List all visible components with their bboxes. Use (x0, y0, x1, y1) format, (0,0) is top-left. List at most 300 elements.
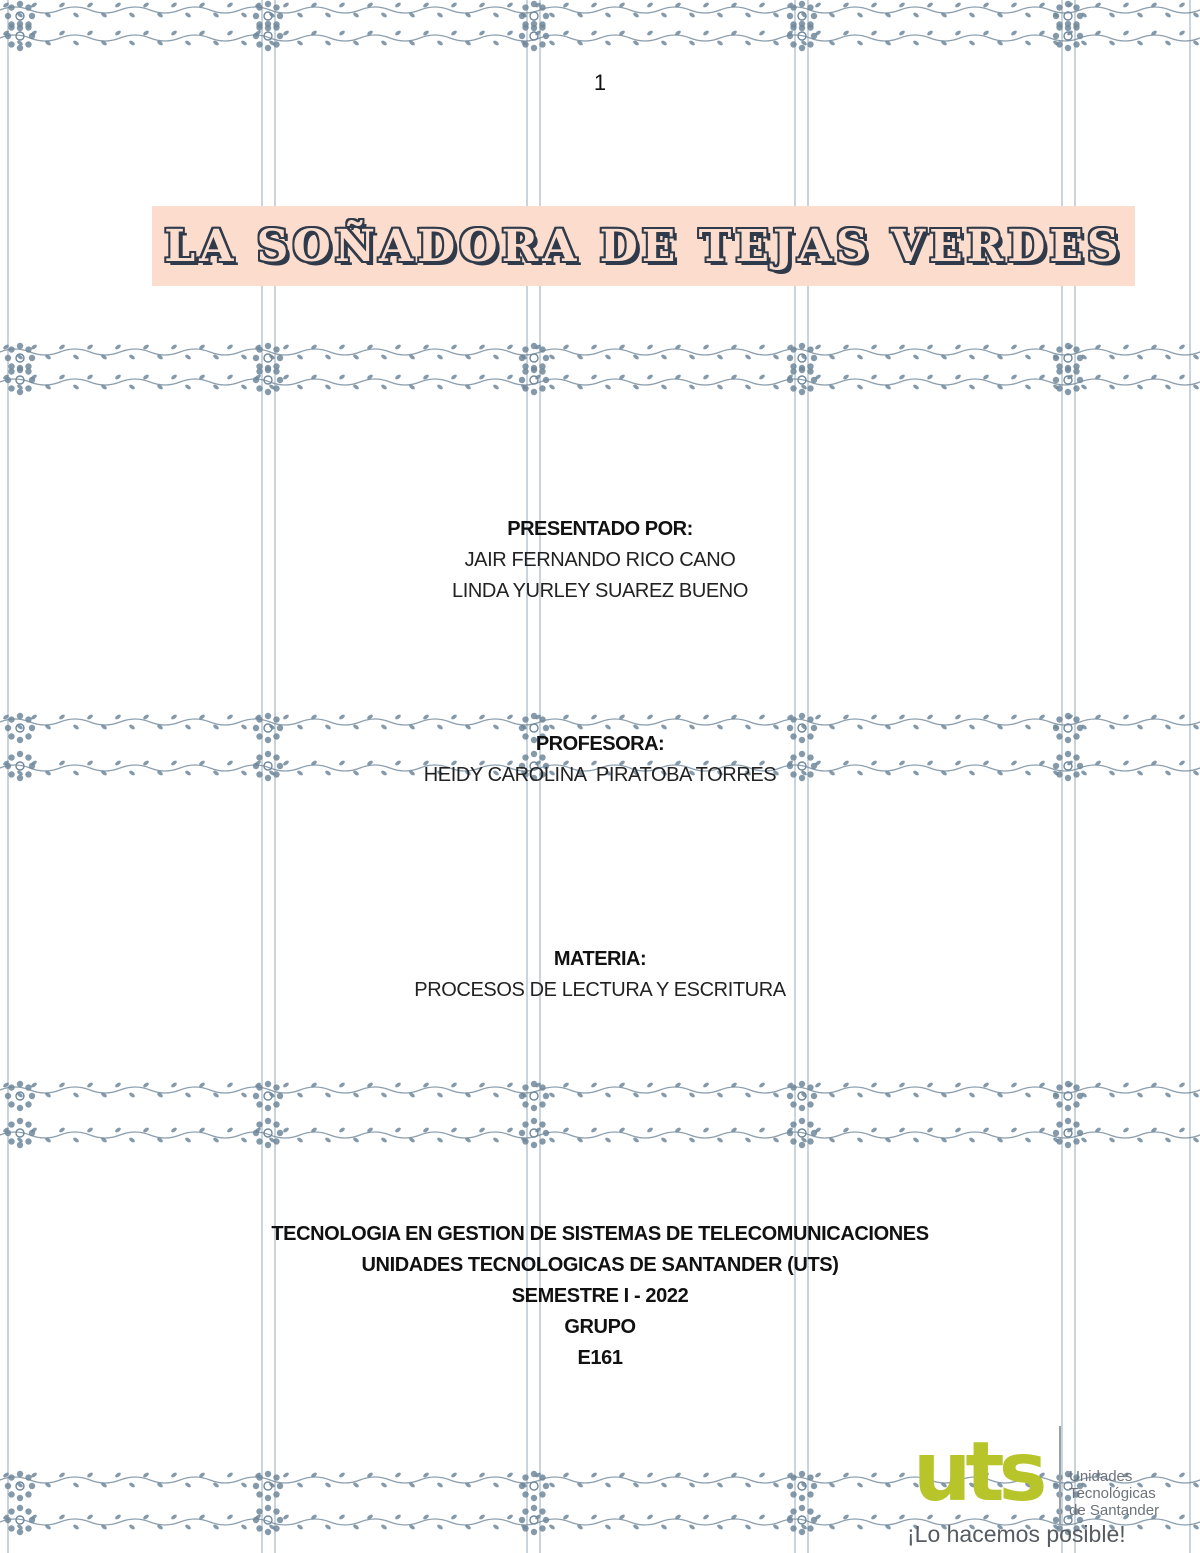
flower-ornament (1065, 343, 1071, 349)
flower-ornament (8, 1525, 14, 1531)
vine-line (0, 1132, 1200, 1138)
leaf-ornament (870, 2, 877, 9)
flower-ornament (265, 389, 271, 395)
flower-ornament (522, 1491, 528, 1497)
leaf-ornament (170, 714, 177, 721)
leaf-ornament (758, 714, 765, 721)
leaf-ornament (450, 374, 457, 381)
flower-ornament (265, 1471, 271, 1477)
flower-ornament (522, 385, 528, 391)
flower-ornament (1073, 1138, 1079, 1144)
leaf-ornament (114, 2, 121, 9)
flower-ornament (5, 1130, 11, 1136)
leaf-ornament (128, 12, 135, 19)
institution-section (0, 1219, 1200, 1374)
flower-ornament (29, 13, 35, 19)
leaf-ornament (856, 12, 863, 19)
flower-ornament (265, 365, 271, 371)
flower-ornament (1065, 389, 1071, 395)
leaf-ornament (688, 354, 695, 361)
flower-ornament (273, 41, 279, 47)
group-code: E161 (577, 1347, 623, 1369)
leaf-ornament (702, 344, 709, 351)
leaf-ornament (1164, 384, 1171, 391)
leaf-ornament (1010, 374, 1017, 381)
flower-ornament (790, 24, 796, 30)
leaf-ornament (478, 2, 485, 9)
leaf-ornament (478, 714, 485, 721)
flower-ornament (787, 13, 793, 19)
leaf-ornament (744, 354, 751, 361)
flower-ornament (25, 4, 31, 10)
presented-by-heading: PRESENTADO POR: (507, 518, 693, 540)
leaf-ornament (590, 1514, 597, 1521)
leaf-ornament (702, 374, 709, 381)
leaf-ornament (898, 1082, 905, 1089)
leaf-ornament (240, 384, 247, 391)
flower-ornament (1073, 346, 1079, 352)
flower-ornament (8, 1138, 14, 1144)
leaf-ornament (492, 40, 499, 47)
leaf-ornament (506, 374, 513, 381)
leaf-ornament (114, 374, 121, 381)
flower-ornament (519, 1093, 525, 1099)
flower-ornament (1073, 1121, 1079, 1127)
flower-ornament (531, 1495, 537, 1501)
leaf-ornament (744, 12, 751, 19)
flower-ornament (1073, 1101, 1079, 1107)
leaf-ornament (394, 2, 401, 9)
leaf-ornament (590, 344, 597, 351)
flower-ornament (1073, 716, 1079, 722)
flower-ornament (799, 1529, 805, 1535)
leaf-ornament (1178, 2, 1185, 9)
flower-ornament (253, 355, 259, 361)
document-title: LA SOÑADORA DE TEJAS VERDES (164, 220, 1123, 272)
leaf-ornament (758, 30, 765, 37)
flower-ornament (25, 346, 31, 352)
leaf-ornament (548, 1524, 555, 1531)
flower-ornament (256, 1138, 262, 1144)
leaf-ornament (660, 354, 667, 361)
flower-ornament (1073, 385, 1079, 391)
flower-ornament (1053, 13, 1059, 19)
leaf-ornament (170, 30, 177, 37)
flower-ornament (8, 4, 14, 10)
leaf-ornament (282, 344, 289, 351)
flower-ornament (8, 1474, 14, 1480)
leaf-ornament (1164, 12, 1171, 19)
leaf-ornament (128, 1137, 135, 1144)
leaf-ornament (604, 354, 611, 361)
flower-ornament (8, 385, 14, 391)
flower-ornament (522, 1121, 528, 1127)
leaf-ornament (114, 1127, 121, 1134)
flower-ornament (273, 346, 279, 352)
flower-ornament (5, 355, 11, 361)
flower-center (530, 12, 538, 20)
leaf-ornament (702, 1472, 709, 1479)
leaf-ornament (716, 1137, 723, 1144)
leaf-ornament (856, 1092, 863, 1099)
flower-ornament (253, 13, 259, 19)
leaf-ornament (282, 1514, 289, 1521)
leaf-ornament (716, 1482, 723, 1489)
flower-ornament (799, 1495, 805, 1501)
leaf-ornament (1164, 1092, 1171, 1099)
flower-ornament (8, 1101, 14, 1107)
leaf-ornament (1178, 30, 1185, 37)
leaf-ornament (450, 1514, 457, 1521)
flower-ornament (29, 1093, 35, 1099)
flower-ornament (807, 346, 813, 352)
flower-ornament (273, 4, 279, 10)
leaf-ornament (912, 1137, 919, 1144)
flower-ornament (25, 368, 31, 374)
leaf-ornament (436, 12, 443, 19)
leaf-ornament (926, 374, 933, 381)
leaf-ornament (898, 1127, 905, 1134)
flower-ornament (265, 1105, 271, 1111)
leaf-ornament (646, 714, 653, 721)
leaf-ornament (1024, 40, 1031, 47)
leaf-ornament (954, 344, 961, 351)
flower-ornament (531, 1118, 537, 1124)
leaf-ornament (646, 1514, 653, 1521)
flower-ornament (787, 1483, 793, 1489)
flower-ornament (790, 368, 796, 374)
leaf-ornament (436, 1137, 443, 1144)
vine-line (0, 719, 1200, 725)
leaf-ornament (478, 30, 485, 37)
leaf-ornament (380, 12, 387, 19)
flower-ornament (531, 365, 537, 371)
leaf-ornament (646, 30, 653, 37)
leaf-ornament (1136, 1137, 1143, 1144)
flower-ornament (1073, 368, 1079, 374)
leaf-ornament (282, 714, 289, 721)
flower-ornament (799, 389, 805, 395)
flower-ornament (277, 355, 283, 361)
flower-ornament (807, 1474, 813, 1480)
leaf-ornament (324, 384, 331, 391)
leaf-ornament (436, 1524, 443, 1531)
leaf-ornament (72, 384, 79, 391)
leaf-ornament (1010, 344, 1017, 351)
flower-ornament (522, 346, 528, 352)
leaf-ornament (492, 1524, 499, 1531)
leaf-ornament (226, 1514, 233, 1521)
flower-ornament (799, 1105, 805, 1111)
leaf-ornament (702, 30, 709, 37)
leaf-ornament (226, 30, 233, 37)
leaf-ornament (226, 2, 233, 9)
leaf-ornament (296, 40, 303, 47)
leaf-ornament (240, 1137, 247, 1144)
leaf-ornament (58, 1082, 65, 1089)
flower-center (530, 1129, 538, 1137)
leaf-ornament (870, 1472, 877, 1479)
leaf-ornament (338, 1082, 345, 1089)
leaf-ornament (86, 1514, 93, 1521)
flower-ornament (790, 346, 796, 352)
flower-ornament (17, 365, 23, 371)
flower-ornament (1056, 716, 1062, 722)
flower-ornament (1056, 1101, 1062, 1107)
flower-ornament (790, 1491, 796, 1497)
leaf-ornament (1136, 1092, 1143, 1099)
flower-ornament (531, 713, 537, 719)
flower-ornament (531, 1529, 537, 1535)
leaf-ornament (282, 1082, 289, 1089)
leaf-ornament (184, 1137, 191, 1144)
flower-ornament (8, 368, 14, 374)
leaf-ornament (604, 384, 611, 391)
leaf-ornament (1122, 714, 1129, 721)
flower-ornament (5, 1517, 11, 1523)
vine-line (0, 35, 1200, 41)
leaf-ornament (856, 354, 863, 361)
leaf-ornament (282, 2, 289, 9)
leaf-ornament (380, 1092, 387, 1099)
leaf-ornament (338, 344, 345, 351)
flower-center (530, 1482, 538, 1490)
leaf-ornament (506, 2, 513, 9)
flower-ornament (17, 1081, 23, 1087)
leaf-ornament (240, 12, 247, 19)
leaf-ornament (898, 30, 905, 37)
flower-ornament (519, 355, 525, 361)
flower-ornament (256, 385, 262, 391)
leaf-ornament (240, 40, 247, 47)
flower-ornament (787, 1093, 793, 1099)
leaf-ornament (856, 40, 863, 47)
flower-ornament (539, 24, 545, 30)
flower-ornament (1053, 355, 1059, 361)
program-name: TECNOLOGIA EN GESTION DE SISTEMAS DE TELECOMUNICACIONES (271, 1223, 929, 1245)
flower-ornament (543, 1130, 549, 1136)
flower-ornament (8, 1121, 14, 1127)
leaf-ornament (590, 30, 597, 37)
leaf-ornament (338, 714, 345, 721)
leaf-ornament (282, 374, 289, 381)
flower-ornament (799, 713, 805, 719)
leaf-ornament (702, 1082, 709, 1089)
leaf-ornament (226, 1082, 233, 1089)
leaf-ornament (548, 1482, 555, 1489)
flower-ornament (253, 1517, 259, 1523)
leaf-ornament (1136, 40, 1143, 47)
flower-ornament (531, 1, 537, 7)
flower-ornament (256, 346, 262, 352)
leaf-ornament (548, 1137, 555, 1144)
leaf-ornament (394, 1082, 401, 1089)
leaf-ornament (492, 1482, 499, 1489)
flower-ornament (522, 41, 528, 47)
leaf-ornament (758, 2, 765, 9)
flower-ornament (8, 24, 14, 30)
leaf-ornament (436, 354, 443, 361)
leaf-ornament (450, 344, 457, 351)
flower-ornament (531, 1505, 537, 1511)
author-name: LINDA YURLEY SUAREZ BUENO (451, 580, 749, 602)
leaf-ornament (702, 1514, 709, 1521)
flower-ornament (799, 1471, 805, 1477)
leaf-ornament (954, 1082, 961, 1089)
flower-ornament (539, 1508, 545, 1514)
leaf-ornament (898, 344, 905, 351)
flower-ornament (25, 1508, 31, 1514)
leaf-ornament (688, 1092, 695, 1099)
leaf-ornament (240, 1524, 247, 1531)
flower-ornament (519, 33, 525, 39)
title-banner (152, 206, 1135, 286)
leaf-ornament (394, 374, 401, 381)
flower-ornament (25, 24, 31, 30)
flower-ornament (265, 21, 271, 27)
leaf-ornament (1080, 384, 1087, 391)
leaf-ornament (450, 2, 457, 9)
flower-ornament (1056, 385, 1062, 391)
flower-ornament (265, 1081, 271, 1087)
teacher-section (0, 729, 1200, 791)
leaf-ornament (702, 1127, 709, 1134)
leaf-ornament (394, 714, 401, 721)
leaf-ornament (814, 344, 821, 351)
leaf-ornament (702, 2, 709, 9)
leaf-ornament (114, 1472, 121, 1479)
flower-ornament (543, 1517, 549, 1523)
flower-ornament (8, 1491, 14, 1497)
leaf-ornament (478, 1082, 485, 1089)
leaf-ornament (716, 354, 723, 361)
leaf-ornament (1010, 714, 1017, 721)
leaf-ornament (758, 1472, 765, 1479)
flower-ornament (17, 1505, 23, 1511)
leaf-ornament (954, 374, 961, 381)
leaf-ornament (590, 374, 597, 381)
flower-ornament (17, 21, 23, 27)
flower-ornament (799, 1142, 805, 1148)
leaf-ornament (814, 2, 821, 9)
flower-ornament (273, 1084, 279, 1090)
flower-ornament (790, 1508, 796, 1514)
leaf-ornament (856, 1524, 863, 1531)
leaf-ornament (1178, 344, 1185, 351)
leaf-ornament (338, 30, 345, 37)
leaf-ornament (870, 1127, 877, 1134)
leaf-ornament (380, 354, 387, 361)
leaf-ornament (814, 714, 821, 721)
flower-ornament (5, 377, 11, 383)
leaf-ornament (1122, 374, 1129, 381)
flower-ornament (1073, 1084, 1079, 1090)
flower-ornament (543, 1093, 549, 1099)
leaf-ornament (1164, 1137, 1171, 1144)
leaf-ornament (716, 40, 723, 47)
institution-name: UNIDADES TECNOLOGICAS DE SANTANDER (UTS) (361, 1254, 839, 1276)
flower-ornament (539, 1525, 545, 1531)
logo-divider (1059, 1426, 1061, 1524)
leaf-ornament (660, 1482, 667, 1489)
flower-ornament (1056, 1121, 1062, 1127)
leaf-ornament (1108, 354, 1115, 361)
flower-ornament (790, 1121, 796, 1127)
subject-name: PROCESOS DE LECTURA Y ESCRITURA (414, 979, 786, 1001)
leaf-ornament (86, 374, 93, 381)
leaf-ornament (282, 1127, 289, 1134)
leaf-ornament (912, 384, 919, 391)
leaf-ornament (184, 40, 191, 47)
leaf-ornament (716, 1092, 723, 1099)
leaf-ornament (870, 714, 877, 721)
flower-ornament (790, 716, 796, 722)
flower-ornament (539, 1491, 545, 1497)
subject-section (0, 944, 1200, 1006)
flower-ornament (253, 1483, 259, 1489)
leaf-ornament (954, 30, 961, 37)
leaf-ornament (716, 384, 723, 391)
leaf-ornament (1178, 1127, 1185, 1134)
leaf-ornament (1108, 12, 1115, 19)
leaf-ornament (646, 1082, 653, 1089)
flower-ornament (273, 1508, 279, 1514)
flower-ornament (17, 1142, 23, 1148)
leaf-ornament (1080, 1137, 1087, 1144)
leaf-ornament (128, 1092, 135, 1099)
flower-ornament (1073, 41, 1079, 47)
flower-ornament (277, 1517, 283, 1523)
leaf-ornament (296, 12, 303, 19)
leaf-ornament (688, 384, 695, 391)
leaf-ornament (338, 1472, 345, 1479)
leaf-ornament (72, 12, 79, 19)
teacher-heading: PROFESORA: (535, 733, 665, 755)
leaf-ornament (954, 2, 961, 9)
leaf-ornament (590, 1472, 597, 1479)
flower-ornament (277, 1093, 283, 1099)
leaf-ornament (926, 344, 933, 351)
flower-ornament (807, 1508, 813, 1514)
leaf-ornament (1122, 1082, 1129, 1089)
leaf-ornament (296, 354, 303, 361)
leaf-ornament (758, 1514, 765, 1521)
flower-ornament (265, 45, 271, 51)
leaf-ornament (898, 2, 905, 9)
leaf-ornament (604, 1092, 611, 1099)
leaf-ornament (660, 12, 667, 19)
leaf-ornament (114, 30, 121, 37)
leaf-ornament (814, 1082, 821, 1089)
leaf-ornament (394, 344, 401, 351)
vine-line (0, 379, 1200, 385)
flower-ornament (25, 1138, 31, 1144)
flower-ornament (531, 45, 537, 51)
flower-ornament (790, 1138, 796, 1144)
flower-ornament (807, 1138, 813, 1144)
flower-ornament (1065, 1142, 1071, 1148)
leaf-ornament (394, 1514, 401, 1521)
flower-ornament (811, 1483, 817, 1489)
flower-ornament (8, 346, 14, 352)
flower-ornament (253, 1130, 259, 1136)
flower-ornament (256, 1101, 262, 1107)
flower-ornament (519, 1517, 525, 1523)
leaf-ornament (604, 1524, 611, 1531)
flower-ornament (807, 1491, 813, 1497)
flower-ornament (539, 716, 545, 722)
leaf-ornament (744, 1524, 751, 1531)
